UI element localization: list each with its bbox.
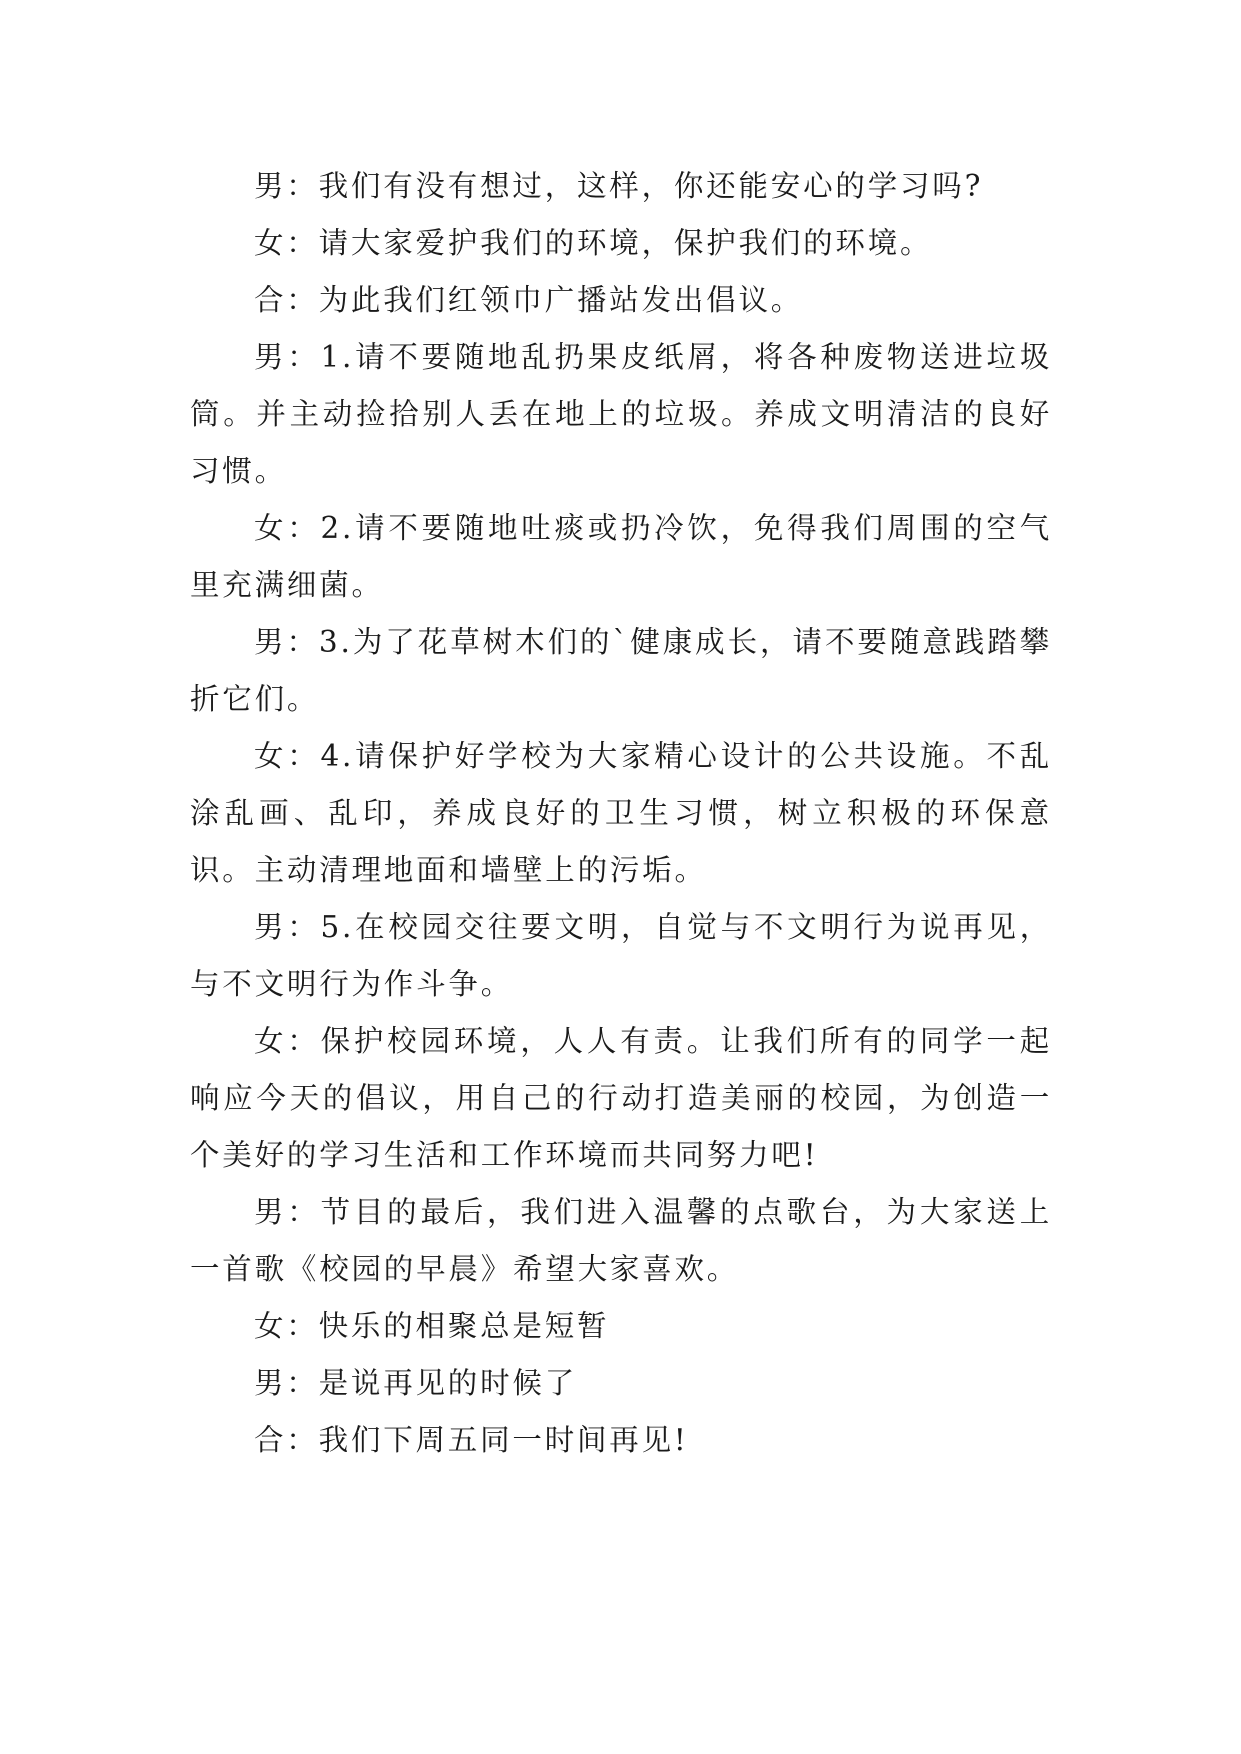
paragraph-item-5: 男：5.在校园交往要文明，自觉与不文明行为说再见，与不文明行为作斗争。	[190, 910, 1052, 1001]
paragraph-item-1: 男：1.请不要随地乱扔果皮纸屑，将各种废物送进垃圾筒。并主动捡拾别人丢在地上的垃圾。养成文明清洁的良好习惯。	[190, 340, 1052, 488]
paragraph-call-to-action: 女：保护校园环境，人人有责。让我们所有的同学一起响应今天的倡议，用自己的行动打造美丽的校园，为创造一个美好的学习生活和工作环境而共同努力吧!	[190, 1024, 1052, 1172]
paragraph-closing-male: 男：是说再见的时候了	[254, 1366, 578, 1400]
paragraph-closing-female: 女：快乐的相聚总是短暂	[254, 1309, 610, 1343]
paragraph-item-2: 女：2.请不要随地吐痰或扔冷饮，免得我们周围的空气里充满细菌。	[190, 511, 1052, 602]
paragraph-protect-environment: 女：请大家爱护我们的环境，保护我们的环境。	[254, 226, 933, 260]
paragraph-farewell: 合：我们下周五同一时间再见!	[254, 1423, 689, 1457]
paragraph-song-request: 男：节目的最后，我们进入温馨的点歌台，为大家送上一首歌《校园的早晨》希望大家喜欢。	[190, 1195, 1052, 1286]
paragraph-item-3: 男：3.为了花草树木们的`健康成长，请不要随意践踏攀折它们。	[190, 625, 1052, 716]
paragraph-question-study: 男：我们有没有想过，这样，你还能安心的学习吗?	[254, 169, 984, 203]
paragraph-initiative: 合：为此我们红领巾广播站发出倡议。	[254, 283, 804, 317]
document-body	[190, 158, 1052, 1469]
paragraph-item-4: 女：4.请保护好学校为大家精心设计的公共设施。不乱涂乱画、乱印，养成良好的卫生习惯，树立积极的环保意识。主动清理地面和墙壁上的污垢。	[190, 739, 1052, 887]
